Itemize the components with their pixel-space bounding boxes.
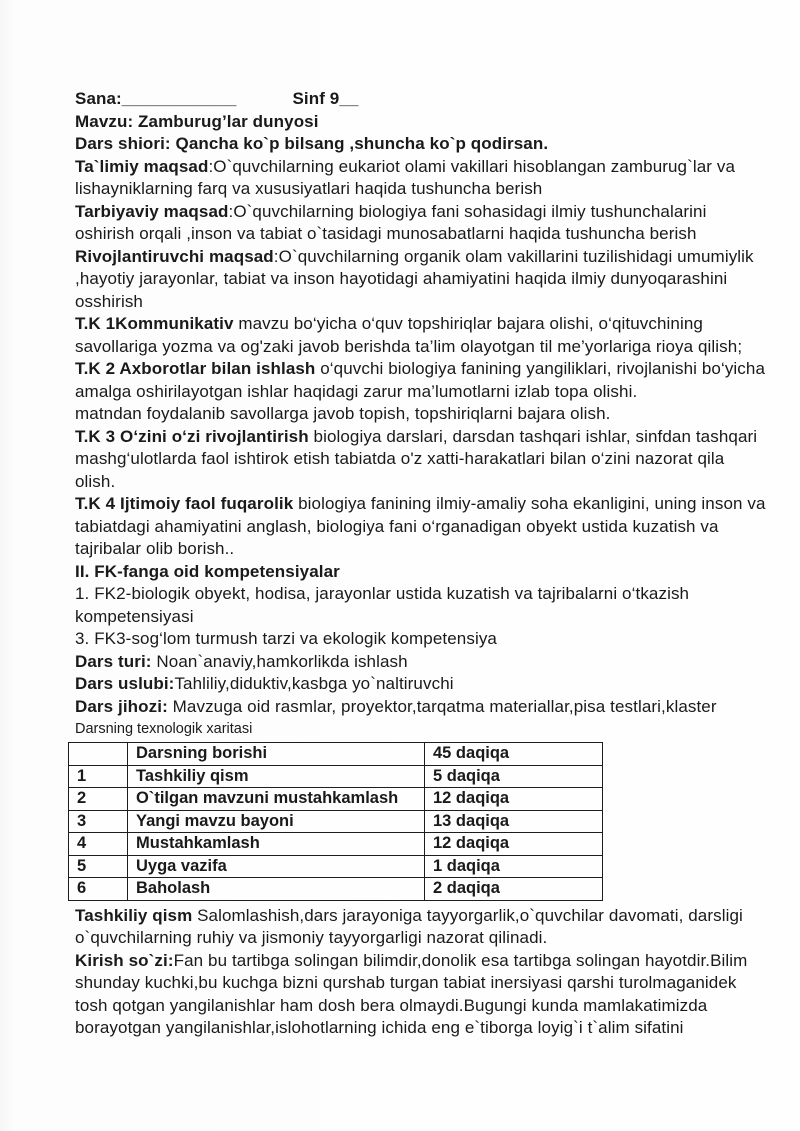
paragraph [75, 696, 767, 719]
paragraph [75, 583, 767, 628]
paragraph-text: 3. FK3-sog‘lom turmush tarzi va ekologik kompetensiya [75, 629, 497, 648]
table-cell: 6 [69, 878, 128, 901]
paragraph-label: II. FK-fanga oid kompetensiyalar [75, 561, 340, 581]
table-row [69, 788, 603, 811]
table-header-cell: Darsning borishi [128, 743, 425, 766]
paragraph-label: T.K 2 Axborotlar bilan ishlash [75, 359, 316, 378]
paragraph-label: Ta`limiy maqsad [75, 156, 209, 176]
paragraph-text: o‘quvchi biologiya fanining yangiliklari, rivojlanishi bo‘yicha amalga oshirilayotgan ishlar haqidagi zarur ma’lumotlarni izlab topa olishi. [75, 359, 766, 401]
paragraph [75, 403, 767, 426]
paragraph-text: Tahliliy,diduktiv,kasbga yo`naltiruvchi [174, 674, 454, 693]
table-cell: Uyga vazifa [128, 855, 425, 878]
paragraph-text: Fan bu tartibga solingan bilimdir,donolik esa tartibga solingan hayotdir.Bilim shunday kuchki,bu kuchga bizni qurshab turgan tabiat inersiyasi qarshi turolmaganidek tosh qotgan yangilanishlar ham dosh bera olmaydi.Bugungi kunda mamlakatimizda borayotgan yangilanishlar,islohotlarning ichida eng e`tiborga loyig`i t`alim sifatini [75, 950, 748, 1037]
table-cell: 4 [69, 833, 128, 856]
class-field: Sinf 9__ [292, 89, 359, 108]
paragraph [75, 561, 767, 584]
paragraph [75, 313, 767, 358]
paragraph-label: Kirish so`zi: [75, 950, 174, 970]
paragraph-label: Mavzu: Zamburug’lar dunyosi [75, 111, 319, 131]
paragraph-text: 1. FK2-biologik obyekt, hodisa, jarayonlar ustida kuzatish va tajribalarni o‘tkazish kompetensiyasi [75, 584, 690, 626]
table-cell: Yangi mavzu bayoni [128, 810, 425, 833]
paragraph [75, 950, 767, 1040]
table-cell: O`tilgan mavzuni mustahkamlash [128, 788, 425, 811]
table-cell: 5 daqiqa [425, 765, 603, 788]
paragraph-text: matndan foydalanib savollarga javob topish, topshiriqlarni bajara olish. [75, 404, 611, 423]
paragraph [75, 426, 767, 494]
paragraph-label: Rivojlantiruvchi maqsad [75, 246, 274, 266]
paragraph-label: Dars uslubi: [75, 674, 175, 693]
table-cell: Baholash [128, 878, 425, 901]
table-cell: 12 daqiqa [425, 833, 603, 856]
tech-map-caption: Darsning texnologik xaritasi [75, 721, 253, 737]
paragraphs-bottom-section [75, 905, 767, 1040]
paragraphs-top-section [75, 111, 767, 719]
table-header-row [69, 743, 603, 766]
lesson-schedule-table [68, 742, 603, 901]
paragraph-text: :O`quvchilarning organik olam vakillarini tuzilishidagi umumiylik ,hayotiy jarayonlar, tabiat va inson hayotidagi ahamiyatini haqida ilmiy dunyoqarashini osshirish [75, 246, 754, 311]
table-cell: Mustahkamlash [128, 833, 425, 856]
paragraph-text: Mavzuga oid rasmlar, proyektor,tarqatma materiallar,pisa testlari,klaster [167, 696, 717, 716]
paragraph [75, 246, 767, 314]
paragraph-text: :O`quvchilarning biologiya fani sohasidagi ilmiy tushunchalarini oshirish orqali ,inson va tabiat o`tasidagi munosabatlarni haqida tushuncha berish [75, 201, 707, 243]
table-cell: 1 [69, 765, 128, 788]
table-cell: 1 daqiqa [425, 855, 603, 878]
paragraph [75, 628, 767, 651]
table-cell: 12 daqiqa [425, 788, 603, 811]
paragraph-text: biologiya fanining ilmiy-amaliy soha ekanligini, uning inson va tabiatdagi ahamiyatini anglash, biologiya fani o‘rganadigan obyekt ustida kuzatish va tajribalar olib borish.. [75, 494, 766, 558]
table-cell: 2 [69, 788, 128, 811]
paragraph [75, 133, 767, 156]
table-header-cell: 45 daqiqa [425, 743, 603, 766]
table-row [69, 878, 603, 901]
paragraph-text: Noan`anaviy,hamkorlikda ishlash [151, 651, 408, 671]
table-header-cell [69, 743, 128, 766]
table-cell: 5 [69, 855, 128, 878]
paragraph-label: Dars jihozi: [75, 696, 168, 716]
table-cell: 13 daqiqa [425, 810, 603, 833]
paragraph-label: Dars turi: [75, 651, 152, 671]
lesson-plan-document [75, 88, 767, 1040]
paragraph [75, 201, 767, 246]
paragraph [75, 156, 767, 201]
paragraph [75, 358, 767, 403]
paragraph-label: T.K 1Kommunikativ [75, 314, 234, 333]
paragraph-label: Tashkiliy qism [75, 905, 193, 925]
paragraph-text: :O`quvchilarning eukariot olami vakillari hisoblangan zamburug`lar va lishayniklarning farq va xususiyatlari haqida tushuncha berish [75, 156, 736, 198]
table-row [69, 855, 603, 878]
date-class-line [75, 88, 767, 111]
date-field: Sana:____________ [75, 89, 237, 108]
paragraph-text: mavzu bo‘yicha o‘quv topshiriqlar bajara olishi, o‘qituvchining savollariga yozma va og'zaki javob berishda ta’lim olayotgan til me’yorlariga rioya qilish; [75, 314, 743, 356]
paragraph-text: biologiya darslari, darsdan tashqari ishlar, sinfdan tashqari mashg‘ulotlarda faol ishtirok etish tabiatda o'z xatti-harakatlari bilan o‘zini nazorat qila olish. [75, 426, 758, 491]
table-row [69, 765, 603, 788]
paragraph-label: T.K 4 Ijtimoiy faol fuqarolik [75, 494, 294, 513]
table-cell: 2 daqiqa [425, 878, 603, 901]
paragraph [75, 493, 767, 561]
paragraph-label: T.K 3 O‘zini o‘zi rivojlantirish [75, 426, 309, 446]
paragraph-text: Salomlashish,dars jarayoniga tayyorgarlik,o`quvchilar davomati, darsligi o`quvchilarning ruhiy va jismoniy tayyorgarligi nazorat qilinadi. [75, 905, 743, 947]
table-cell: 3 [69, 810, 128, 833]
paragraph-label: Dars shiori: Qancha ko`p bilsang ,shuncha ko`p qodirsan. [75, 134, 549, 153]
paragraph [75, 111, 767, 134]
paragraph [75, 673, 767, 696]
paragraph [75, 905, 767, 950]
table-cell: Tashkiliy qism [128, 765, 425, 788]
table-row [69, 810, 603, 833]
paragraph-label: Tarbiyaviy maqsad [75, 201, 229, 221]
table-row [69, 833, 603, 856]
paragraph [75, 651, 767, 674]
